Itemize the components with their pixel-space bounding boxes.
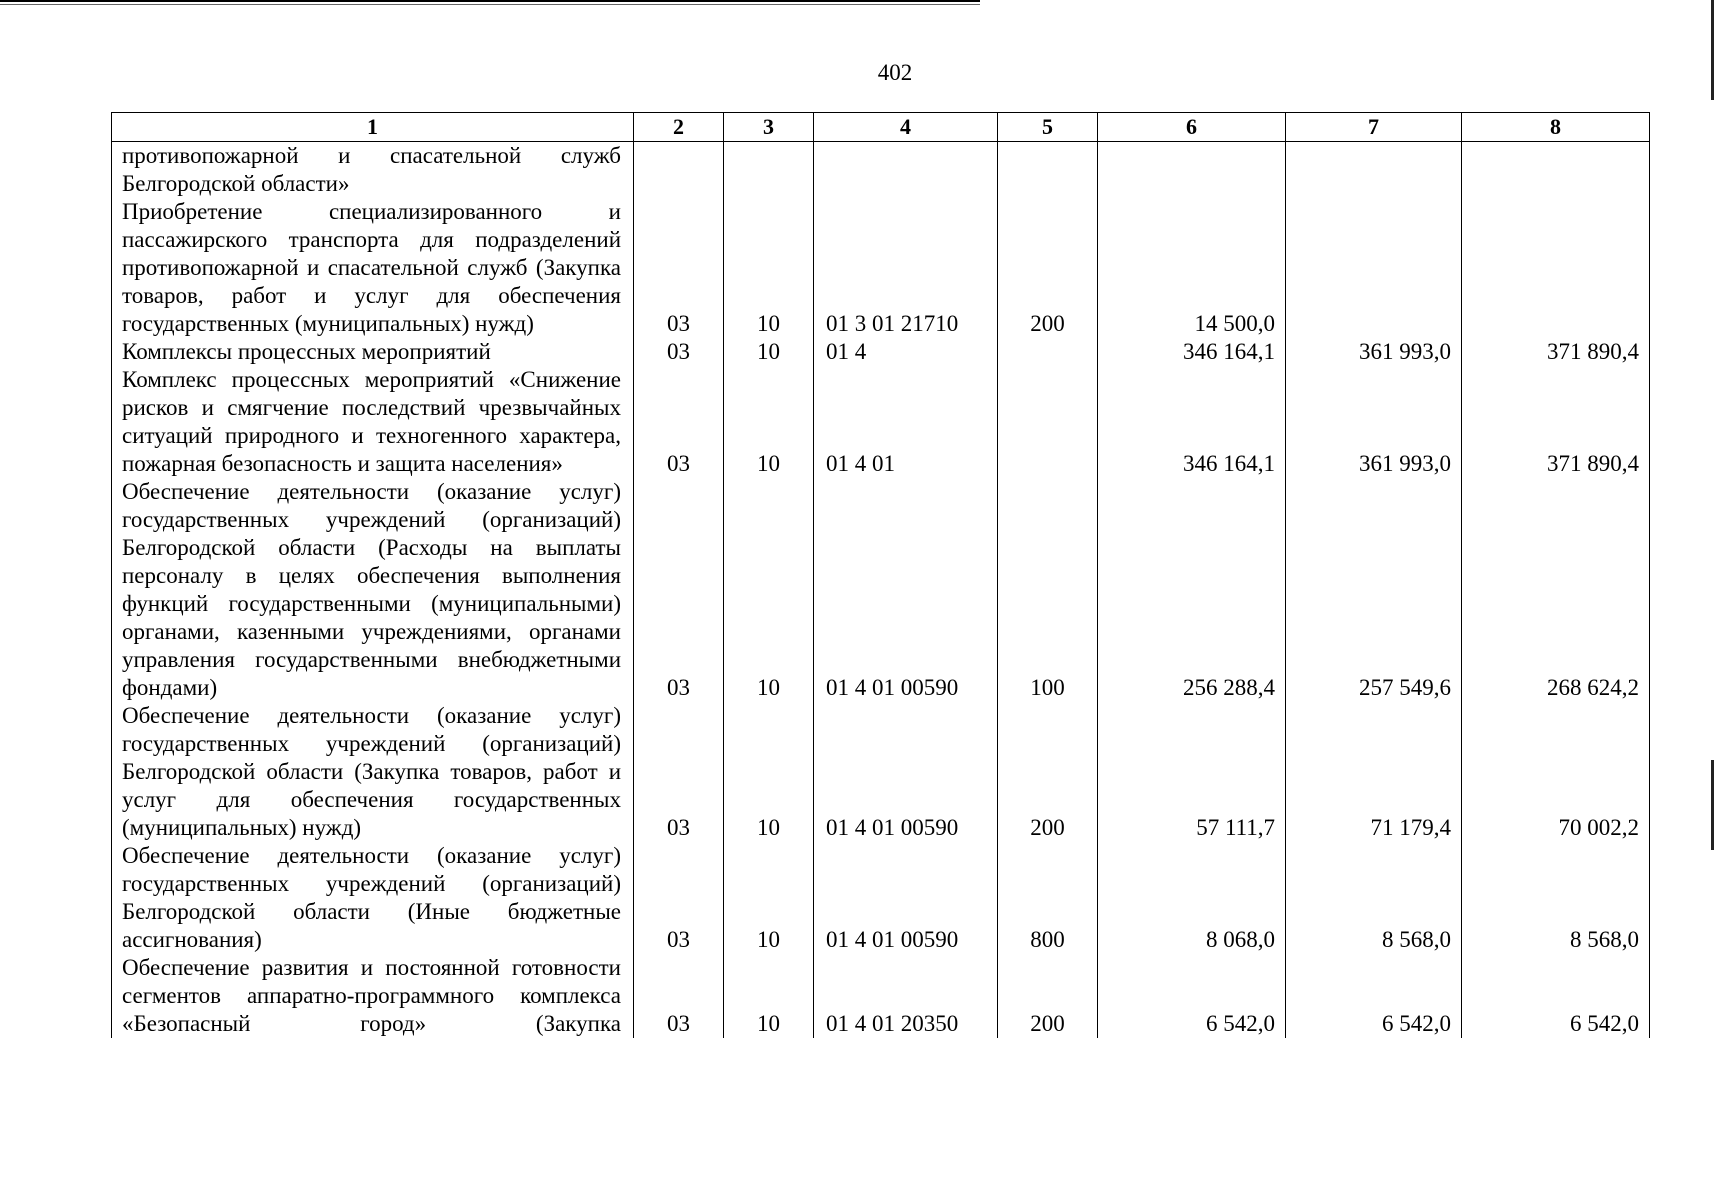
expense-type-cell xyxy=(998,366,1098,478)
amount-col7 xyxy=(1286,198,1462,338)
column-header: 4 xyxy=(814,113,998,142)
razdel-cell: 03 xyxy=(634,366,724,478)
podrazdel-cell: 10 xyxy=(724,338,814,366)
razdel-cell: 03 xyxy=(634,702,724,842)
amount-col8: 371 890,4 xyxy=(1462,338,1650,366)
podrazdel-cell: 10 xyxy=(724,198,814,338)
expense-name: Обеспечение деятельности (оказание услуг) государственных учреждений (организаций) Белгородской области (Расходы на выплаты персоналу в целях обеспечения выполнения функций государственными (муниципальными) органами, казенными учреждениями, органами управления государственными внебюджетными фондами) xyxy=(112,478,634,702)
amount-col7: 361 993,0 xyxy=(1286,338,1462,366)
expense-name: Обеспечение развития и постоянной готовности сегментов аппаратно-программного комплекса «Безопасный город» (Закупка xyxy=(112,954,634,1038)
amount-col8: 268 624,2 xyxy=(1462,478,1650,702)
column-header: 6 xyxy=(1098,113,1286,142)
amount-col6: 346 164,1 xyxy=(1098,338,1286,366)
target-article-cell: 01 4 01 xyxy=(814,366,998,478)
table-row xyxy=(112,142,1650,199)
target-article-cell xyxy=(814,142,998,199)
table-header-row xyxy=(112,113,1650,142)
top-rule-secondary xyxy=(0,4,980,5)
target-article-cell: 01 3 01 21710 xyxy=(814,198,998,338)
expense-type-cell: 200 xyxy=(998,954,1098,1038)
target-article-cell: 01 4 01 00590 xyxy=(814,478,998,702)
expense-type-cell xyxy=(998,142,1098,199)
amount-col6: 8 068,0 xyxy=(1098,842,1286,954)
amount-col7: 361 993,0 xyxy=(1286,366,1462,478)
column-header: 8 xyxy=(1462,113,1650,142)
amount-col8 xyxy=(1462,198,1650,338)
expense-type-cell: 200 xyxy=(998,702,1098,842)
budget-table xyxy=(111,112,1650,1038)
table-row xyxy=(112,702,1650,842)
target-article-cell: 01 4 01 00590 xyxy=(814,842,998,954)
expense-type-cell: 800 xyxy=(998,842,1098,954)
amount-col8: 6 542,0 xyxy=(1462,954,1650,1038)
table-row xyxy=(112,198,1650,338)
table-row xyxy=(112,842,1650,954)
expense-type-cell: 200 xyxy=(998,198,1098,338)
page-number: 402 xyxy=(877,60,913,85)
amount-col6 xyxy=(1098,142,1286,199)
razdel-cell: 03 xyxy=(634,198,724,338)
podrazdel-cell: 10 xyxy=(724,954,814,1038)
expense-name: Комплексы процессных мероприятий xyxy=(112,338,634,366)
razdel-cell: 03 xyxy=(634,842,724,954)
amount-col7: 8 568,0 xyxy=(1286,842,1462,954)
target-article-cell: 01 4 01 20350 xyxy=(814,954,998,1038)
amount-col6: 346 164,1 xyxy=(1098,366,1286,478)
column-header: 1 xyxy=(112,113,634,142)
amount-col8: 70 002,2 xyxy=(1462,702,1650,842)
column-header: 5 xyxy=(998,113,1098,142)
table-row xyxy=(112,366,1650,478)
podrazdel-cell xyxy=(724,142,814,199)
expense-name: Обеспечение деятельности (оказание услуг) государственных учреждений (организаций) Белгородской области (Иные бюджетные ассигнования) xyxy=(112,842,634,954)
top-rule xyxy=(0,0,980,2)
podrazdel-cell: 10 xyxy=(724,842,814,954)
expense-name: Приобретение специализированного и пассажирского транспорта для подразделений противопожарной и спасательной служб (Закупка товаров, работ и услуг для обеспечения государственных (муниципальных) нужд) xyxy=(112,198,634,338)
column-header: 3 xyxy=(724,113,814,142)
column-header: 7 xyxy=(1286,113,1462,142)
expense-name: противопожарной и спасательной служб Белгородской области» xyxy=(112,142,634,199)
amount-col7: 71 179,4 xyxy=(1286,702,1462,842)
amount-col7 xyxy=(1286,142,1462,199)
target-article-cell: 01 4 01 00590 xyxy=(814,702,998,842)
table-row xyxy=(112,478,1650,702)
expense-type-cell: 100 xyxy=(998,478,1098,702)
amount-col6: 256 288,4 xyxy=(1098,478,1286,702)
razdel-cell: 03 xyxy=(634,954,724,1038)
amount-col7: 257 549,6 xyxy=(1286,478,1462,702)
amount-col7: 6 542,0 xyxy=(1286,954,1462,1038)
table-row xyxy=(112,954,1650,1038)
podrazdel-cell: 10 xyxy=(724,478,814,702)
razdel-cell xyxy=(634,142,724,199)
column-header: 2 xyxy=(634,113,724,142)
target-article-cell: 01 4 xyxy=(814,338,998,366)
amount-col8: 371 890,4 xyxy=(1462,366,1650,478)
amount-col8 xyxy=(1462,142,1650,199)
podrazdel-cell: 10 xyxy=(724,702,814,842)
amount-col8: 8 568,0 xyxy=(1462,842,1650,954)
expense-type-cell xyxy=(998,338,1098,366)
expense-name: Обеспечение деятельности (оказание услуг) государственных учреждений (организаций) Белгородской области (Закупка товаров, работ и услуг для обеспечения государственных (муниципальных) нужд) xyxy=(112,702,634,842)
amount-col6: 6 542,0 xyxy=(1098,954,1286,1038)
expense-name: Комплекс процессных мероприятий «Снижение рисков и смягчение последствий чрезвычайных ситуаций природного и техногенного характера, пожарная безопасность и защита населения» xyxy=(112,366,634,478)
podrazdel-cell: 10 xyxy=(724,366,814,478)
table-row xyxy=(112,338,1650,366)
amount-col6: 57 111,7 xyxy=(1098,702,1286,842)
razdel-cell: 03 xyxy=(634,478,724,702)
razdel-cell: 03 xyxy=(634,338,724,366)
amount-col6: 14 500,0 xyxy=(1098,198,1286,338)
